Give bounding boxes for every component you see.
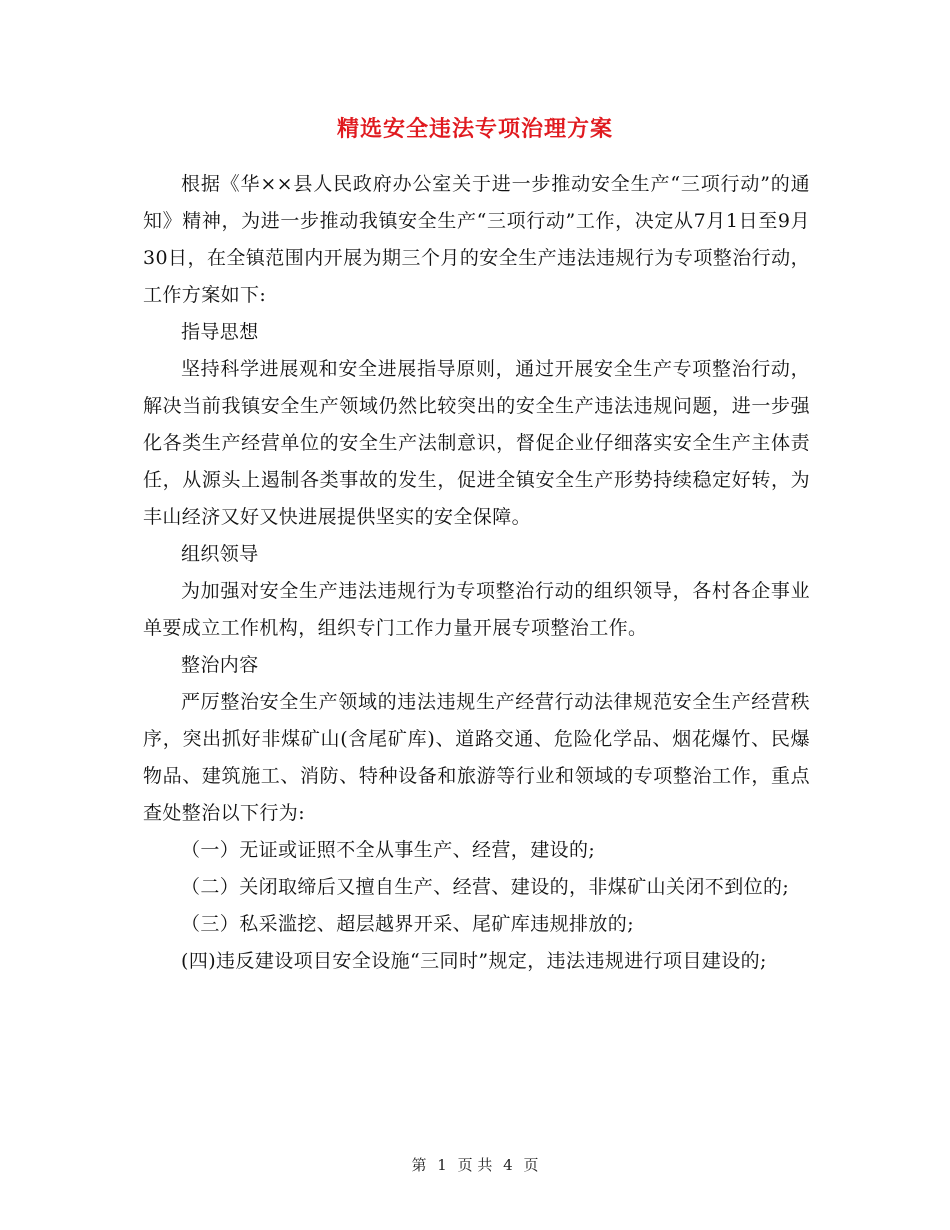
list-item-3: （三）私采滥挖、超层越界开采、尾矿库违规排放的; bbox=[181, 913, 635, 935]
list-item-4: (四)违反建设项目安全设施“三同时”规定，违法违规进行项目建设的; bbox=[181, 950, 767, 972]
document-title: 精选安全违法专项治理方案 bbox=[336, 116, 613, 142]
list-item-2: （二）关闭取缔后又擅自生产、经营、建设的，非煤矿山关闭不到位的; bbox=[181, 876, 790, 898]
paragraph-intro: 根据《华××县人民政府办公室关于进一步推动安全生产“三项行动”的通知》精神，为进一步推动我镇安全生产“三项行动”工作，决定从7月1日至9月30日，在全镇范围内开展为期三个月的安全生产违法违规行为专项整治行动，工作方案如下: bbox=[143, 173, 810, 306]
paragraph-guiding-ideology: 坚持科学进展观和安全进展指导原则，通过开展安全生产专项整治行动，解决当前我镇安全生产领域仍然比较突出的安全生产违法违规问题，进一步强化各类生产经营单位的安全生产法制意识，督促企业仔细落实安全生产主体责任，从源头上遏制各类事故的发生，促进全镇安全生产形势持续稳定好转，为丰山经济又好又快进展提供坚实的安全保障。 bbox=[143, 358, 810, 528]
section-heading-guiding-ideology: 指导思想 bbox=[181, 321, 259, 343]
paragraph-rectification-content: 严厉整治安全生产领域的违法违规生产经营行动法律规范安全生产经营秩序，突出抓好非煤矿山(含尾矿库)、道路交通、危险化学品、烟花爆竹、民爆物品、建筑施工、消防、特种设备和旅游等行业和领域的专项整治工作，重点查处整治以下行为: bbox=[143, 691, 810, 824]
footer-suffix: 页 bbox=[523, 1156, 539, 1174]
page-footer bbox=[0, 1154, 950, 1176]
section-heading-organization: 组织领导 bbox=[181, 543, 259, 565]
footer-middle: 页 共 bbox=[457, 1156, 493, 1174]
paragraph-organization: 为加强对安全生产违法违规行为专项整治行动的组织领导，各村各企事业单要成立工作机构，组织专门工作力量开展专项整治工作。 bbox=[143, 580, 810, 639]
list-item-1: （一）无证或证照不全从事生产、经营，建设的; bbox=[181, 839, 596, 861]
footer-prefix: 第 bbox=[411, 1156, 427, 1174]
total-page-count: 4 bbox=[503, 1156, 513, 1174]
current-page-number: 1 bbox=[437, 1156, 447, 1174]
section-heading-rectification-content: 整治内容 bbox=[181, 654, 259, 676]
document-body bbox=[143, 166, 810, 980]
